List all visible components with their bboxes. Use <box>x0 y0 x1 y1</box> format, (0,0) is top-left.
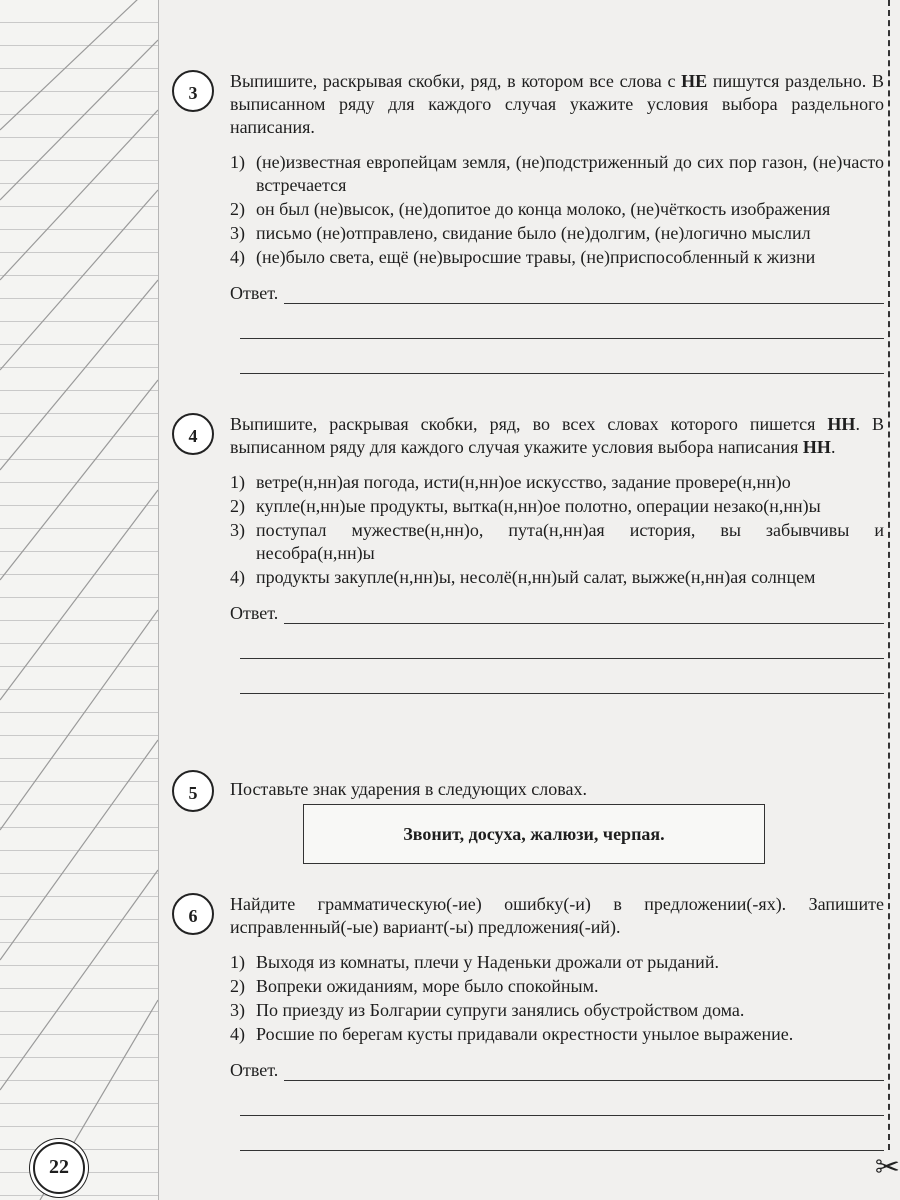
task-3 <box>172 70 884 374</box>
answer-line[interactable] <box>240 624 884 659</box>
page-number: 22 <box>33 1142 85 1194</box>
answer-line[interactable] <box>240 1116 884 1151</box>
task-4 <box>172 413 884 694</box>
options-list <box>230 471 884 589</box>
task-prompt: Выпишите, раскрывая скобки, ряд, во всех словах которого пишется НН. В выписанном ряду для каждого случая укажите условия выбора написания НН. <box>230 414 884 457</box>
task-prompt: Выпишите, раскрывая скобки, ряд, в котором все слова с НЕ пишутся раздельно. В выписанном ряду для каждого случая укажите условия выбора раздельного написания. <box>230 71 884 137</box>
answer-field[interactable]: Ответ. <box>230 603 884 624</box>
options-list <box>230 151 884 269</box>
task-prompt: Поставьте знак ударения в следующих словах. <box>230 779 587 799</box>
option-item: 2) купле(н,нн)ые продукты, вытка(н,нн)ое полотно, операции незако(н,нн)ы <box>230 496 821 516</box>
option-item: 1) (не)известная европейцам земля, (не)подстриженный до сих пор газон, (не)часто встречается <box>230 152 884 195</box>
task-5 <box>172 770 884 801</box>
task-number-badge: 6 <box>172 893 214 935</box>
stress-words-box: Звонит, досуха, жалюзи, черпая. <box>303 804 765 864</box>
scissors-icon: ✂ <box>874 1150 900 1185</box>
answer-field[interactable]: Ответ. <box>230 1060 884 1081</box>
option-item: 4) (не)было света, ещё (не)выросшие травы, (не)приспособленный к жизни <box>230 247 816 267</box>
margin-slant-lines <box>0 0 158 1200</box>
task-number-badge: 4 <box>172 413 214 455</box>
option-item: 1) ветре(н,нн)ая погода, исти(н,нн)ое искусство, задание провере(н,нн)о <box>230 472 791 492</box>
task-prompt: Найдите грамматическую(-ие) ошибку(-и) в предложении(-ях). Запишите исправленный(-ые) вариант(-ы) предложения(-ий). <box>230 894 884 937</box>
answer-field[interactable]: Ответ. <box>230 283 884 304</box>
cut-line <box>888 0 890 1150</box>
answer-line[interactable] <box>240 1081 884 1116</box>
notes-margin <box>0 0 159 1200</box>
answer-line[interactable] <box>240 304 884 339</box>
option-item: 2) Вопреки ожиданиям, море было спокойным. <box>230 976 599 996</box>
option-item: 4) Росшие по берегам кусты придавали окрестности унылое выражение. <box>230 1024 794 1044</box>
option-item: 1) Выходя из комнаты, плечи у Наденьки дрожали от рыданий. <box>230 952 719 972</box>
task-number-badge: 3 <box>172 70 214 112</box>
option-item: 3) письмо (не)отправлено, свидание было (не)долгим, (не)логично мыслил <box>230 223 811 243</box>
option-item: 4) продукты закупле(н,нн)ы, несолё(н,нн)ый салат, выжже(н,нн)ая солнцем <box>230 567 816 587</box>
answer-line[interactable] <box>240 659 884 694</box>
options-list <box>230 951 884 1046</box>
task-number-badge: 5 <box>172 770 214 812</box>
option-item: 3) По приезду из Болгарии супруги занялись обустройством дома. <box>230 1000 745 1020</box>
option-item: 3) поступал мужестве(н,нн)о, пута(н,нн)ая история, вы забывчивы и несобра(н,нн)ы <box>230 520 884 563</box>
answer-line[interactable] <box>240 339 884 374</box>
option-item: 2) он был (не)высок, (не)допитое до конца молоко, (не)чёткость изображения <box>230 199 831 219</box>
task-6 <box>172 893 884 1151</box>
